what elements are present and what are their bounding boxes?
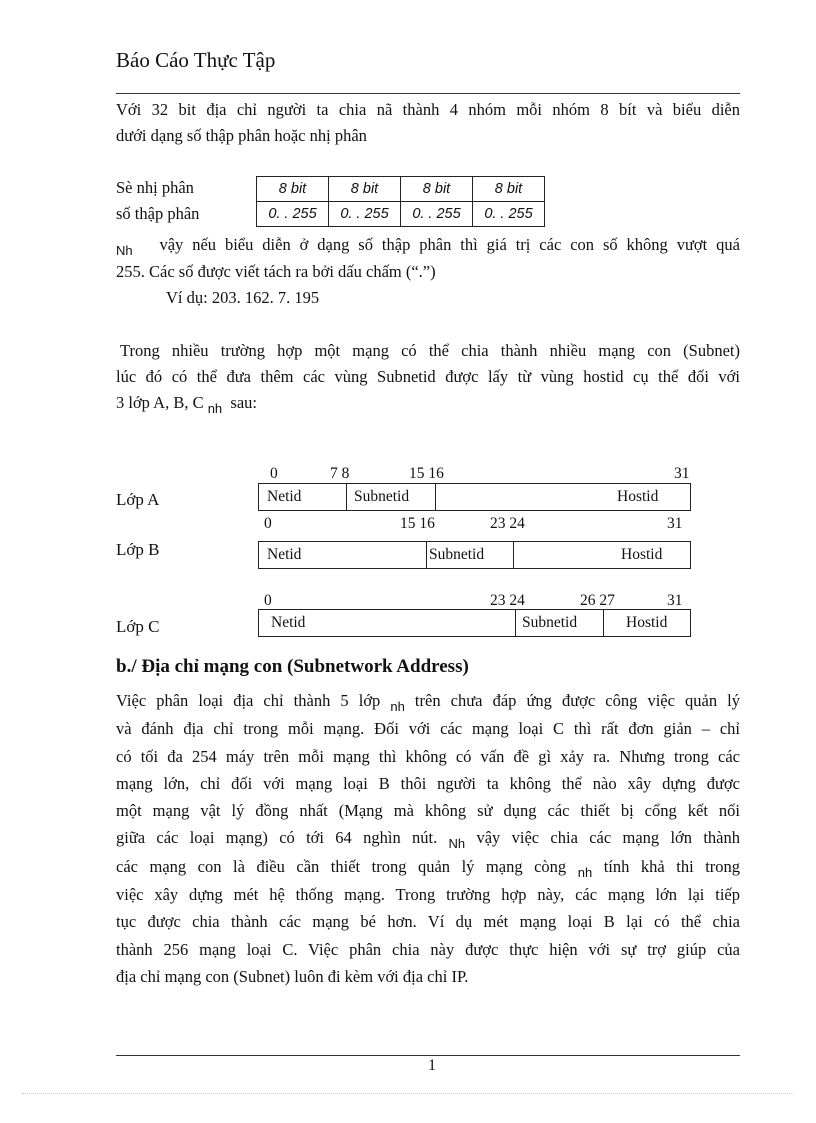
class-b-subnetid: Subnetid: [426, 542, 484, 568]
subnet-line-3-end: sau:: [230, 393, 258, 412]
class-c-hostid: Hostid: [603, 610, 667, 636]
range-line-2: 255. Các số được viết tách ra bởi dấu chấm (“.”): [116, 262, 436, 281]
class-b-label: Lớp B: [116, 540, 160, 559]
class-c-label: Lớp C: [116, 617, 160, 636]
binary-row: [257, 177, 545, 202]
intro-line-2: dưới dạng số thập phân hoặc nhị phân: [116, 126, 367, 145]
section-line-5: một mạng vật lý đồng nhất (Mạng mà không sử dụng các thiết bị cổng kết nối: [116, 801, 740, 821]
range-line-1: [116, 232, 740, 259]
class-c-netid: Netid: [271, 614, 306, 631]
section-line-2: và đánh địa chỉ trong mỗi mạng. Đối với các mạng loại C thì rất đơn giản – chỉ: [116, 719, 740, 739]
range-paragraph: [116, 232, 740, 311]
section-line-7: [116, 853, 740, 881]
class-a-subnetid: Subnetid: [346, 484, 409, 510]
section-line-1: [116, 687, 740, 715]
class-c-box: [258, 609, 691, 637]
class-b-box: [258, 541, 691, 569]
section-line-1b: trên chưa đáp ứng được công việc quản lý: [414, 691, 740, 710]
decimal-cell: 0. . 255: [257, 202, 329, 227]
subnet-paragraph: [116, 338, 740, 417]
class-b-bit-31: 31: [667, 515, 683, 532]
class-c-bit-26-27: 26 27: [580, 592, 615, 609]
section-body: [116, 687, 740, 990]
class-a-bit-0: 0: [270, 465, 278, 482]
class-a-box: [258, 483, 691, 511]
class-b-bit-0: 0: [264, 515, 272, 532]
class-c-subnetid: Subnetid: [515, 610, 577, 636]
class-c-bit-23-24: 23 24: [490, 592, 525, 609]
class-b-divider: [513, 542, 514, 568]
class-a-bit-15-16: 15 16: [409, 465, 444, 482]
page-header-title: Báo Cáo Thực Tập: [116, 48, 276, 72]
class-c-bit-31: 31: [667, 592, 683, 609]
intro-line-1: Với 32 bit địa chỉ người ta chia nã thành 4 nhóm mỗi nhóm 8 bít và biểu diễn: [116, 100, 740, 119]
section-line-7a: các mạng con là điều cần thiết trong quản lý mạng còng: [116, 856, 567, 876]
section-line-7b: tính khả thi trong: [603, 856, 741, 876]
nh-fragment: Nh: [116, 243, 133, 258]
section-line-6b: vậy việc chia các mạng lớn thành: [476, 828, 740, 848]
subnet-line-2: lúc đó có thể đưa thêm các vùng Subnetid được lấy từ vùng hostid cụ thể đối với: [116, 367, 740, 386]
binary-cell: 8 bit: [257, 177, 329, 202]
binary-row-label: Sè nhị phân: [116, 178, 194, 197]
class-b-bit-15-16: 15 16: [400, 515, 435, 532]
class-b-hostid: Hostid: [621, 546, 663, 563]
class-a-divider: [435, 484, 436, 510]
section-line-1a: Việc phân loại địa chỉ thành 5 lớp: [116, 691, 381, 710]
binary-cell: 8 bit: [401, 177, 473, 202]
section-line-4: mạng lớn, chỉ đối với mạng loại B thôi người ta không thể nào xây dựng được: [116, 773, 740, 793]
decimal-cell: 0. . 255: [329, 202, 401, 227]
section-line-3: có tối đa 254 máy trên mỗi mạng thì không có vấn đề gì xảy ra. Nhưng trong các: [116, 746, 740, 766]
nh-fragment: nh: [577, 864, 593, 880]
section-line-8: việc xây dựng mét hệ thống mạng. Trong trường hợp này, các mạng lớn lại tiếp: [116, 885, 740, 905]
bit-table: [256, 176, 545, 227]
section-line-11: địa chỉ mạng con (Subnet) luôn đi kèm với địa chỉ IP.: [116, 966, 469, 986]
decimal-row: [257, 202, 545, 227]
class-a-hostid: Hostid: [617, 488, 659, 505]
class-b-bit-23-24: 23 24: [490, 515, 525, 532]
subnet-line-3-text: 3 lớp A, B, C: [116, 393, 204, 412]
class-a-netid: Netid: [267, 488, 302, 505]
subnet-line-3: [116, 390, 740, 417]
section-line-6a: giữa các loại mạng) có tới 64 nghìn nút.: [116, 828, 438, 848]
page-bottom-dotted-rule: [22, 1093, 794, 1094]
header-rule: [116, 93, 740, 94]
decimal-row-label: số thập phân: [116, 204, 200, 223]
decimal-cell: 0. . 255: [401, 202, 473, 227]
section-line-6: [116, 824, 740, 852]
class-b-netid: Netid: [267, 546, 302, 563]
class-a-label: Lớp A: [116, 490, 160, 509]
section-line-10: thành 256 mạng loại C. Việc phân chia này được thực hiện với sự trợ giúp của: [116, 939, 740, 959]
binary-cell: 8 bit: [473, 177, 545, 202]
range-line-1-text: vậy nếu biểu diễn ở dạng số thập phân thì giá trị các con số không vượt quá: [159, 235, 741, 254]
page-number: 1: [428, 1057, 436, 1074]
nh-fragment: nh: [207, 401, 223, 416]
footer-rule: [116, 1055, 740, 1056]
class-a-bit-31: 31: [674, 465, 690, 482]
decimal-cell: 0. . 255: [473, 202, 545, 227]
nh-fragment: nh: [390, 699, 405, 714]
binary-cell: 8 bit: [329, 177, 401, 202]
section-heading: b./ Địa chỉ mạng con (Subnetwork Address): [116, 656, 469, 677]
example-line: Ví dụ: 203. 162. 7. 195: [166, 288, 320, 307]
nh-fragment: Nh: [448, 836, 466, 852]
subnet-line-1: Trong nhiều trường hợp một mạng có thể chia thành nhiều mạng con (Subnet): [120, 341, 740, 360]
class-c-bit-0: 0: [264, 592, 272, 609]
section-line-9: tục được chia thành các mạng bé hơn. Ví dụ mét mạng loại B lại có thể chia: [116, 912, 740, 932]
intro-paragraph: [116, 97, 740, 149]
class-a-bit-7-8: 7 8: [330, 465, 350, 482]
